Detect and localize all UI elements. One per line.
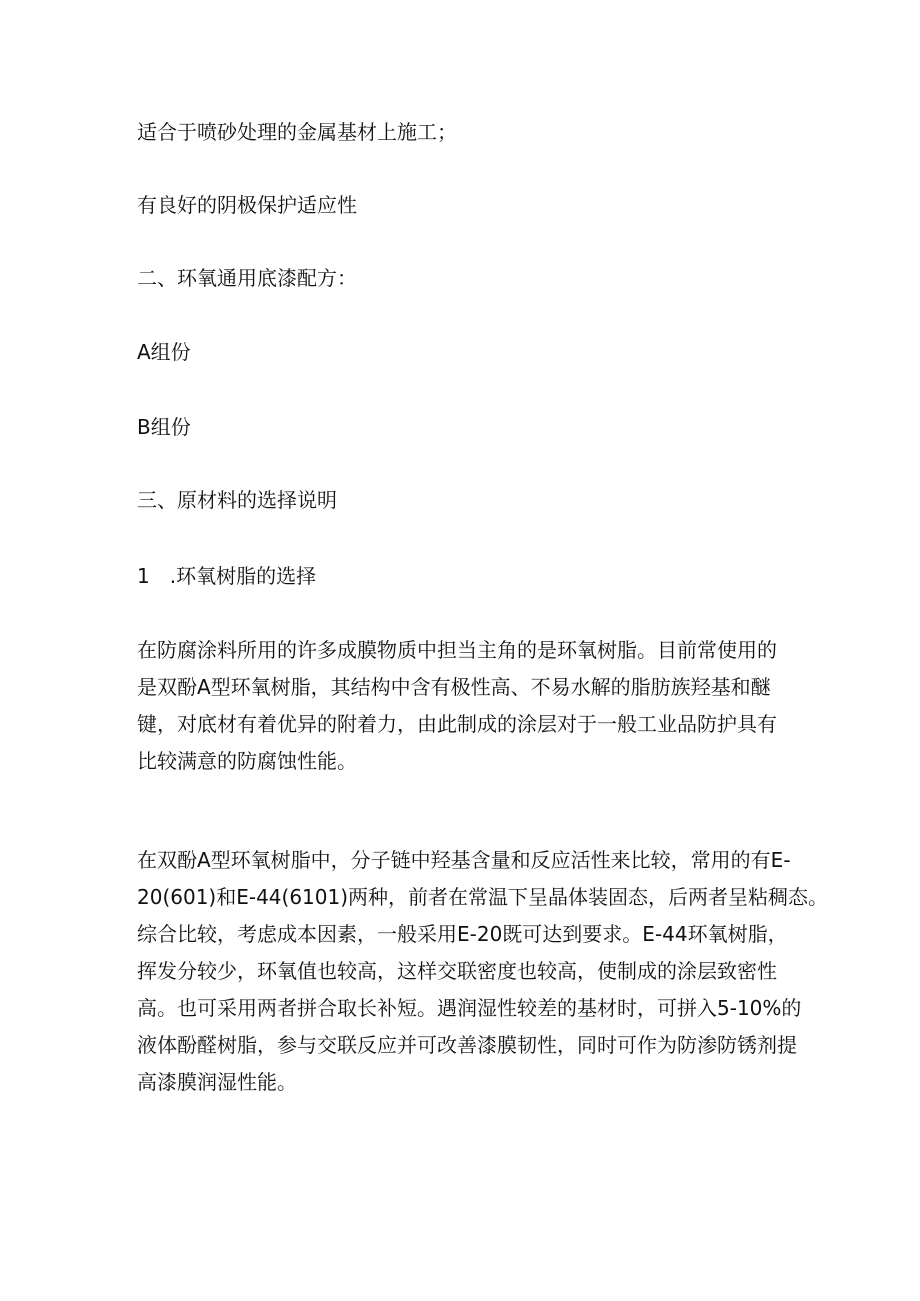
subsection-heading-epoxy-resin: 1 .环氧树脂的选择 bbox=[137, 564, 317, 588]
paragraph-epoxy-grades bbox=[137, 842, 829, 1101]
paragraph-line: 液体酚醛树脂，参与交联反应并可改善漆膜韧性，同时可作为防渗防锈剂提 bbox=[137, 1033, 797, 1057]
paragraph-line: 综合比较，考虑成本因素，一般采用E-20既可达到要求。E-44环氧树脂， bbox=[137, 922, 788, 946]
paragraph-line: 高漆膜润湿性能。 bbox=[137, 1070, 297, 1094]
paragraph-line: 比较满意的防腐蚀性能。 bbox=[137, 749, 357, 773]
paragraph-line: 键，对底材有着优异的附着力，由此制成的涂层对于一般工业品防护具有 bbox=[137, 712, 777, 736]
text-line-component-b: B组份 bbox=[137, 415, 191, 439]
paragraph-epoxy-intro bbox=[137, 632, 797, 780]
text-line-component-a: A组份 bbox=[137, 340, 191, 364]
paragraph-line: 高。也可采用两者拼合取长补短。遇润湿性较差的基材时，可拼入5-10%的 bbox=[137, 996, 802, 1020]
section-heading-primer-formula: 二、环氧通用底漆配方： bbox=[137, 266, 357, 290]
text-line-cathodic-protection: 有良好的阴极保护适应性 bbox=[137, 193, 357, 217]
paragraph-line: 挥发分较少，环氧值也较高，这样交联密度也较高，使制成的涂层致密性 bbox=[137, 959, 777, 983]
paragraph-line: 在双酚A型环氧树脂中，分子链中羟基含量和反应活性来比较，常用的有E- bbox=[137, 848, 791, 872]
paragraph-line: 在防腐涂料所用的许多成膜物质中担当主角的是环氧树脂。目前常使用的 bbox=[137, 638, 777, 662]
paragraph-line: 20(601)和E-44(6101)两种，前者在常温下呈晶体装固态，后两者呈粘稠态。 bbox=[137, 885, 829, 909]
text-line-surface-application: 适合于喷砂处理的金属基材上施工； bbox=[137, 120, 457, 144]
section-heading-raw-materials: 三、原材料的选择说明 bbox=[137, 488, 337, 512]
paragraph-line: 是双酚A型环氧树脂，其结构中含有极性高、不易水解的脂肪族羟基和醚 bbox=[137, 675, 771, 699]
